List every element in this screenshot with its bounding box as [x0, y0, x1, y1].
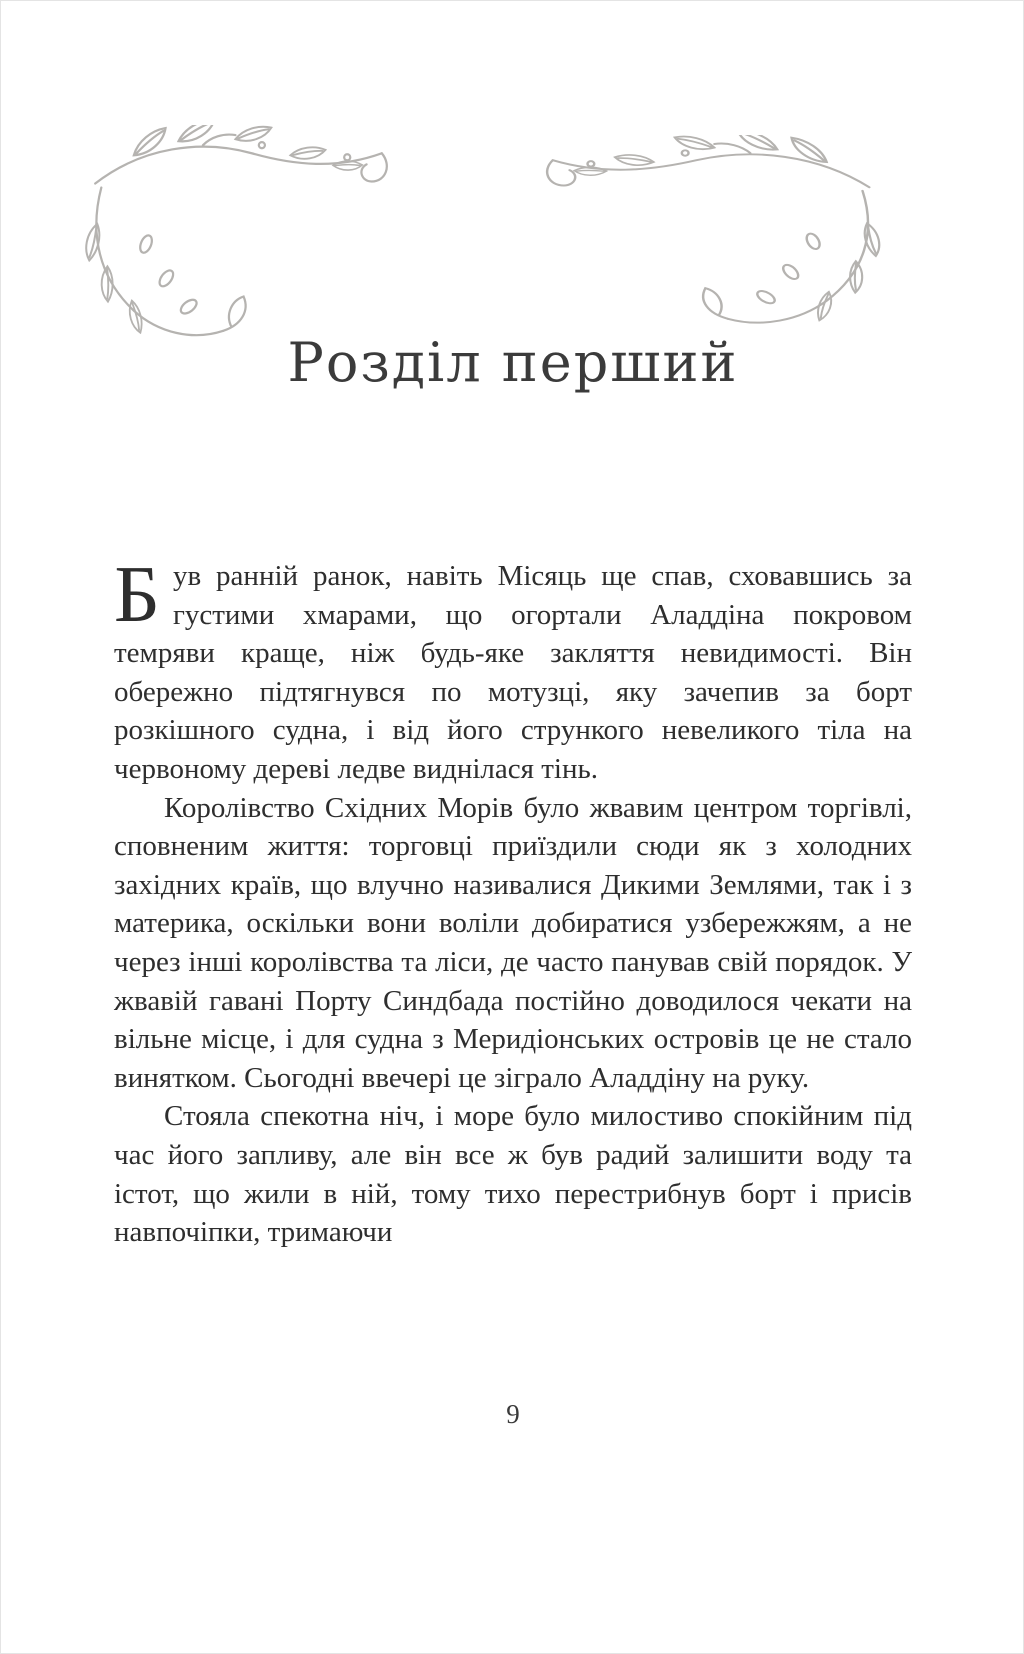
floral-ornament-right-icon: [537, 135, 885, 335]
chapter-body: [114, 551, 912, 1252]
page-number: 9: [506, 1399, 520, 1429]
chapter-title: Розділ перший: [287, 331, 739, 394]
drop-cap: Б: [114, 551, 160, 639]
paragraph: Королівство Східних Морів було жвавим центром торгівлі, сповненим життя: торговці приїздили сюди як з холодних західних країв, що влучно називалися Дикими Землями, так і з материка, оскільки вони воліли добиратися узбережжям, а не через інші королівства та ліси, де часто панував свій порядок. У жвавій гавані Порту Синдбада постійно доводилося чекати на вільне місце, і для судна з Меридіонських островів це не стало винятком. Сьогодні ввечері це зіграло Аладдіну на руку.: [114, 791, 912, 1094]
floral-ornament-left-icon: [81, 125, 396, 349]
paragraph: Стояла спекотна ніч, і море було милостиво спокійним під час його запливу, але він все ж був радий залишити воду та істот, що жили в ній, тому тихо перестрибнув борт і присів навпочіпки, тримаючи: [114, 1100, 912, 1249]
paragraph: Був ранній ранок, навіть Місяць ще спав, сховавшись за густими хмарами, що огортали Аладдіна покровом темряви краще, ніж будь-яке закляття невидимості. Він обережно підтягнувся по мотузці, яку зачепив за борт розкішного судна, і від його стрункого невеликого тіла на червоному дереві ледве виднілася тінь.: [114, 551, 912, 785]
